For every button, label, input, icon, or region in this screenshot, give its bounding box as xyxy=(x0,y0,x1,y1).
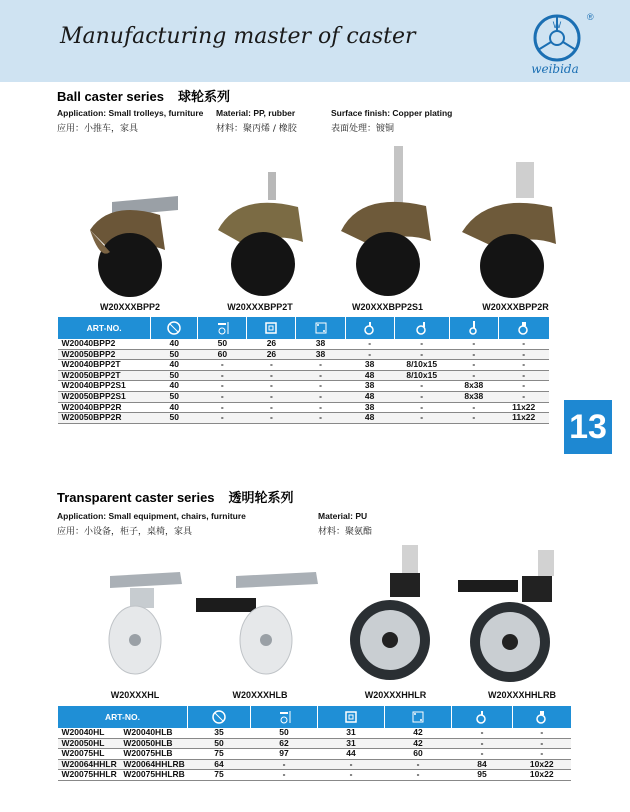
height-col xyxy=(345,317,394,339)
table-cell: 8x38 xyxy=(449,391,498,402)
table-cell: 95 xyxy=(452,770,513,781)
height-col xyxy=(452,706,513,728)
art-no-cell: W20075HHLR xyxy=(58,770,120,781)
table-header-row xyxy=(58,706,572,728)
product-image-bpp2s1 xyxy=(326,146,446,302)
table-cell: - xyxy=(394,391,449,402)
table-cell: - xyxy=(394,402,449,413)
table-row xyxy=(58,738,572,749)
total-height-icon xyxy=(215,321,229,335)
table-row xyxy=(58,370,550,381)
plate-size-col xyxy=(318,706,385,728)
wheel-diameter-col xyxy=(151,317,198,339)
brand-name: weibida xyxy=(531,62,579,76)
table-cell: - xyxy=(513,738,572,749)
table-cell: 97 xyxy=(251,749,318,760)
bolt-hole-icon xyxy=(314,321,328,335)
table-cell: - xyxy=(394,413,449,424)
table-cell: 42 xyxy=(385,728,452,738)
art-no-cell: W20040BPP2 xyxy=(58,339,151,349)
table-row xyxy=(58,728,572,738)
table-cell: 38 xyxy=(345,402,394,413)
table-cell: 8x38 xyxy=(449,381,498,392)
table-cell: - xyxy=(498,370,549,381)
table-cell: 48 xyxy=(345,370,394,381)
table-cell: - xyxy=(449,349,498,360)
height-icon xyxy=(363,321,377,335)
table-cell: 50 xyxy=(151,413,198,424)
total-height-icon xyxy=(277,710,291,724)
art-no-cell: W20050BPP2T xyxy=(58,370,151,381)
table-cell: 50 xyxy=(151,370,198,381)
table-cell: 38 xyxy=(296,339,345,349)
total-height-col xyxy=(198,317,247,339)
product-image-hhlrb xyxy=(448,550,573,685)
table-cell: 75 xyxy=(188,749,251,760)
table-cell: 64 xyxy=(188,759,251,770)
table-row xyxy=(58,413,550,424)
table-row xyxy=(58,770,572,781)
table-cell: - xyxy=(318,759,385,770)
trans-application: Application: Small equipment, chairs, furniture xyxy=(57,511,246,521)
art-no-cell: W20075HL xyxy=(58,749,120,760)
table-cell: - xyxy=(251,770,318,781)
model-label-hhlrb: W20XXXHHLRB xyxy=(487,690,556,700)
page-number-tab: 13 xyxy=(564,400,612,454)
ball-finish: Surface finish: Copper plating xyxy=(331,108,453,118)
table-cell: - xyxy=(449,339,498,349)
table-cell: 31 xyxy=(318,728,385,738)
art-no-cell: W20040BPP2T xyxy=(58,360,151,371)
slogan: Manufacturing master of caster xyxy=(60,24,416,49)
ball-section-title xyxy=(57,86,230,105)
table-cell: 48 xyxy=(345,413,394,424)
table-cell: 10x22 xyxy=(513,759,572,770)
table-cell: - xyxy=(198,391,247,402)
table-cell: - xyxy=(452,738,513,749)
table-cell: - xyxy=(247,413,296,424)
plate-size-icon xyxy=(344,710,358,724)
table-cell: - xyxy=(385,770,452,781)
table-header-row xyxy=(58,317,550,339)
art-no-header: ART-NO. xyxy=(58,706,188,728)
table-cell: 35 xyxy=(188,728,251,738)
table-cell: - xyxy=(296,402,345,413)
table-cell: - xyxy=(513,728,572,738)
table-cell: - xyxy=(498,360,549,371)
model-label-bpp2r: W20XXXBPP2R xyxy=(482,302,549,312)
table-cell: 48 xyxy=(345,391,394,402)
trans-section-title xyxy=(57,487,294,506)
table-cell: 50 xyxy=(198,339,247,349)
art-no-cell: W20040BPP2R xyxy=(58,402,151,413)
table-cell: 40 xyxy=(151,360,198,371)
table-cell: 50 xyxy=(151,391,198,402)
table-cell: - xyxy=(449,413,498,424)
table-cell: - xyxy=(394,339,449,349)
table-cell: 62 xyxy=(251,738,318,749)
ball-application: Application: Small trolleys, furniture xyxy=(57,108,204,118)
table-cell: 38 xyxy=(345,381,394,392)
table-cell: - xyxy=(452,728,513,738)
model-label-bpp2: W20XXXBPP2 xyxy=(99,302,161,312)
table-row xyxy=(58,759,572,770)
table-cell: - xyxy=(296,391,345,402)
table-cell: - xyxy=(247,381,296,392)
table-cell: - xyxy=(394,349,449,360)
trans-application-cn: 应用：小设备，柜子，桌椅，家具 xyxy=(57,527,193,537)
ball-title-cn: 球轮系列 xyxy=(177,90,230,105)
ball-material-cn: 材料：聚丙烯 / 橡胶 xyxy=(216,124,297,134)
table-row xyxy=(58,402,550,413)
art-no-cell: W20040HL xyxy=(58,728,120,738)
thread-col xyxy=(513,706,572,728)
table-cell: - xyxy=(198,402,247,413)
ball-material: Material: PP, rubber xyxy=(216,108,296,118)
plate-size-col xyxy=(247,317,296,339)
product-image-bpp2 xyxy=(70,190,190,300)
table-row xyxy=(58,381,550,392)
art-no-cell: W20050BPP2 xyxy=(58,349,151,360)
art-no-cell: W20075HLB xyxy=(119,749,187,760)
table-row xyxy=(58,360,550,371)
table-cell: - xyxy=(296,381,345,392)
trans-material: Material: PU xyxy=(318,511,368,521)
table-cell: - xyxy=(345,339,394,349)
table-cell: 75 xyxy=(188,770,251,781)
product-image-hhlr xyxy=(340,545,440,685)
ball-application-cn: 应用：小推车，家具 xyxy=(57,124,139,134)
table-cell: - xyxy=(498,391,549,402)
table-cell: - xyxy=(296,370,345,381)
bolt-hole-col xyxy=(385,706,452,728)
table-cell: 50 xyxy=(188,738,251,749)
table-cell: 84 xyxy=(452,759,513,770)
table-cell: - xyxy=(247,402,296,413)
product-image-hlb xyxy=(196,568,326,678)
table-cell: - xyxy=(251,759,318,770)
registered-mark: ® xyxy=(587,12,594,22)
table-cell: 11x22 xyxy=(498,413,549,424)
table-cell: - xyxy=(198,381,247,392)
table-cell: - xyxy=(318,770,385,781)
ball-spec-table xyxy=(57,317,549,424)
table-cell: - xyxy=(247,391,296,402)
stem-col xyxy=(394,317,449,339)
table-cell: - xyxy=(394,381,449,392)
table-cell: 42 xyxy=(385,738,452,749)
trans-spec-table xyxy=(57,706,571,781)
art-no-cell: W20050HL xyxy=(58,738,120,749)
stem-icon xyxy=(415,321,429,335)
table-cell: - xyxy=(449,360,498,371)
table-cell: 10x22 xyxy=(513,770,572,781)
table-cell: - xyxy=(247,370,296,381)
thread-col xyxy=(498,317,549,339)
wheel-diameter-icon xyxy=(212,710,226,724)
logo-mark: W xyxy=(552,20,562,30)
table-cell: - xyxy=(449,402,498,413)
table-row xyxy=(58,749,572,760)
bolt-hole-col xyxy=(296,317,345,339)
model-label-hlb: W20XXXHLB xyxy=(232,690,288,700)
wheel-diameter-col xyxy=(188,706,251,728)
product-image-bpp2t xyxy=(198,172,318,302)
art-no-header: ART-NO. xyxy=(58,317,151,339)
trans-table-body xyxy=(58,728,572,780)
table-row xyxy=(58,391,550,402)
table-cell: - xyxy=(498,349,549,360)
table-cell: - xyxy=(498,381,549,392)
table-cell: - xyxy=(296,360,345,371)
art-no-cell: W20064HHLR xyxy=(58,759,120,770)
art-no-cell: W20040BPP2S1 xyxy=(58,381,151,392)
table-cell: 40 xyxy=(151,381,198,392)
thread-icon xyxy=(517,321,531,335)
table-cell: - xyxy=(513,749,572,760)
bolt-hole-icon xyxy=(411,710,425,724)
art-no-cell: W20064HHLRB xyxy=(119,759,187,770)
art-no-cell: W20075HHLRB xyxy=(119,770,187,781)
height-icon xyxy=(475,710,489,724)
plate-size-icon xyxy=(264,321,278,335)
table-cell: - xyxy=(198,360,247,371)
art-no-cell: W20050HLB xyxy=(119,738,187,749)
table-cell: - xyxy=(247,360,296,371)
wheel-diameter-icon xyxy=(167,321,181,335)
thread-icon xyxy=(535,710,549,724)
table-cell: 38 xyxy=(345,360,394,371)
art-no-cell: W20050BPP2R xyxy=(58,413,151,424)
table-cell: 40 xyxy=(151,402,198,413)
table-cell: 38 xyxy=(296,349,345,360)
model-label-hhlr: W20XXXHHLR xyxy=(364,690,427,700)
ball-title-en: Ball caster series xyxy=(57,89,164,104)
table-cell: 11x22 xyxy=(498,402,549,413)
table-cell: - xyxy=(296,413,345,424)
trans-title-cn: 透明轮系列 xyxy=(228,491,294,506)
model-label-bpp2s1: W20XXXBPP2S1 xyxy=(351,302,424,312)
model-label-hl: W20XXXHL xyxy=(110,690,160,700)
trans-title-en: Transparent caster series xyxy=(57,490,215,505)
table-cell: - xyxy=(345,349,394,360)
table-cell: 60 xyxy=(385,749,452,760)
table-row xyxy=(58,339,550,349)
table-cell: 26 xyxy=(247,349,296,360)
table-cell: 40 xyxy=(151,339,198,349)
table-cell: - xyxy=(198,370,247,381)
table-cell: - xyxy=(198,413,247,424)
table-cell: 44 xyxy=(318,749,385,760)
table-cell: - xyxy=(452,749,513,760)
table-cell: 31 xyxy=(318,738,385,749)
stem-length-icon xyxy=(467,321,481,335)
table-cell: 50 xyxy=(151,349,198,360)
product-image-bpp2r xyxy=(452,162,572,302)
stem-length-col xyxy=(449,317,498,339)
model-label-bpp2t: W20XXXBPP2T xyxy=(227,302,293,312)
product-image-hl xyxy=(80,568,190,678)
table-cell: 50 xyxy=(251,728,318,738)
art-no-cell: W20040HLB xyxy=(119,728,187,738)
table-row xyxy=(58,349,550,360)
total-height-col xyxy=(251,706,318,728)
table-cell: 26 xyxy=(247,339,296,349)
trans-material-cn: 材料：聚氨酯 xyxy=(318,527,373,537)
table-cell: 8/10x15 xyxy=(394,370,449,381)
art-no-cell: W20050BPP2S1 xyxy=(58,391,151,402)
ball-table-body xyxy=(58,339,550,423)
table-cell: 60 xyxy=(198,349,247,360)
table-cell: - xyxy=(385,759,452,770)
table-cell: 8/10x15 xyxy=(394,360,449,371)
table-cell: - xyxy=(498,339,549,349)
ball-finish-cn: 表面处理：镀铜 xyxy=(331,124,395,134)
table-cell: - xyxy=(449,370,498,381)
